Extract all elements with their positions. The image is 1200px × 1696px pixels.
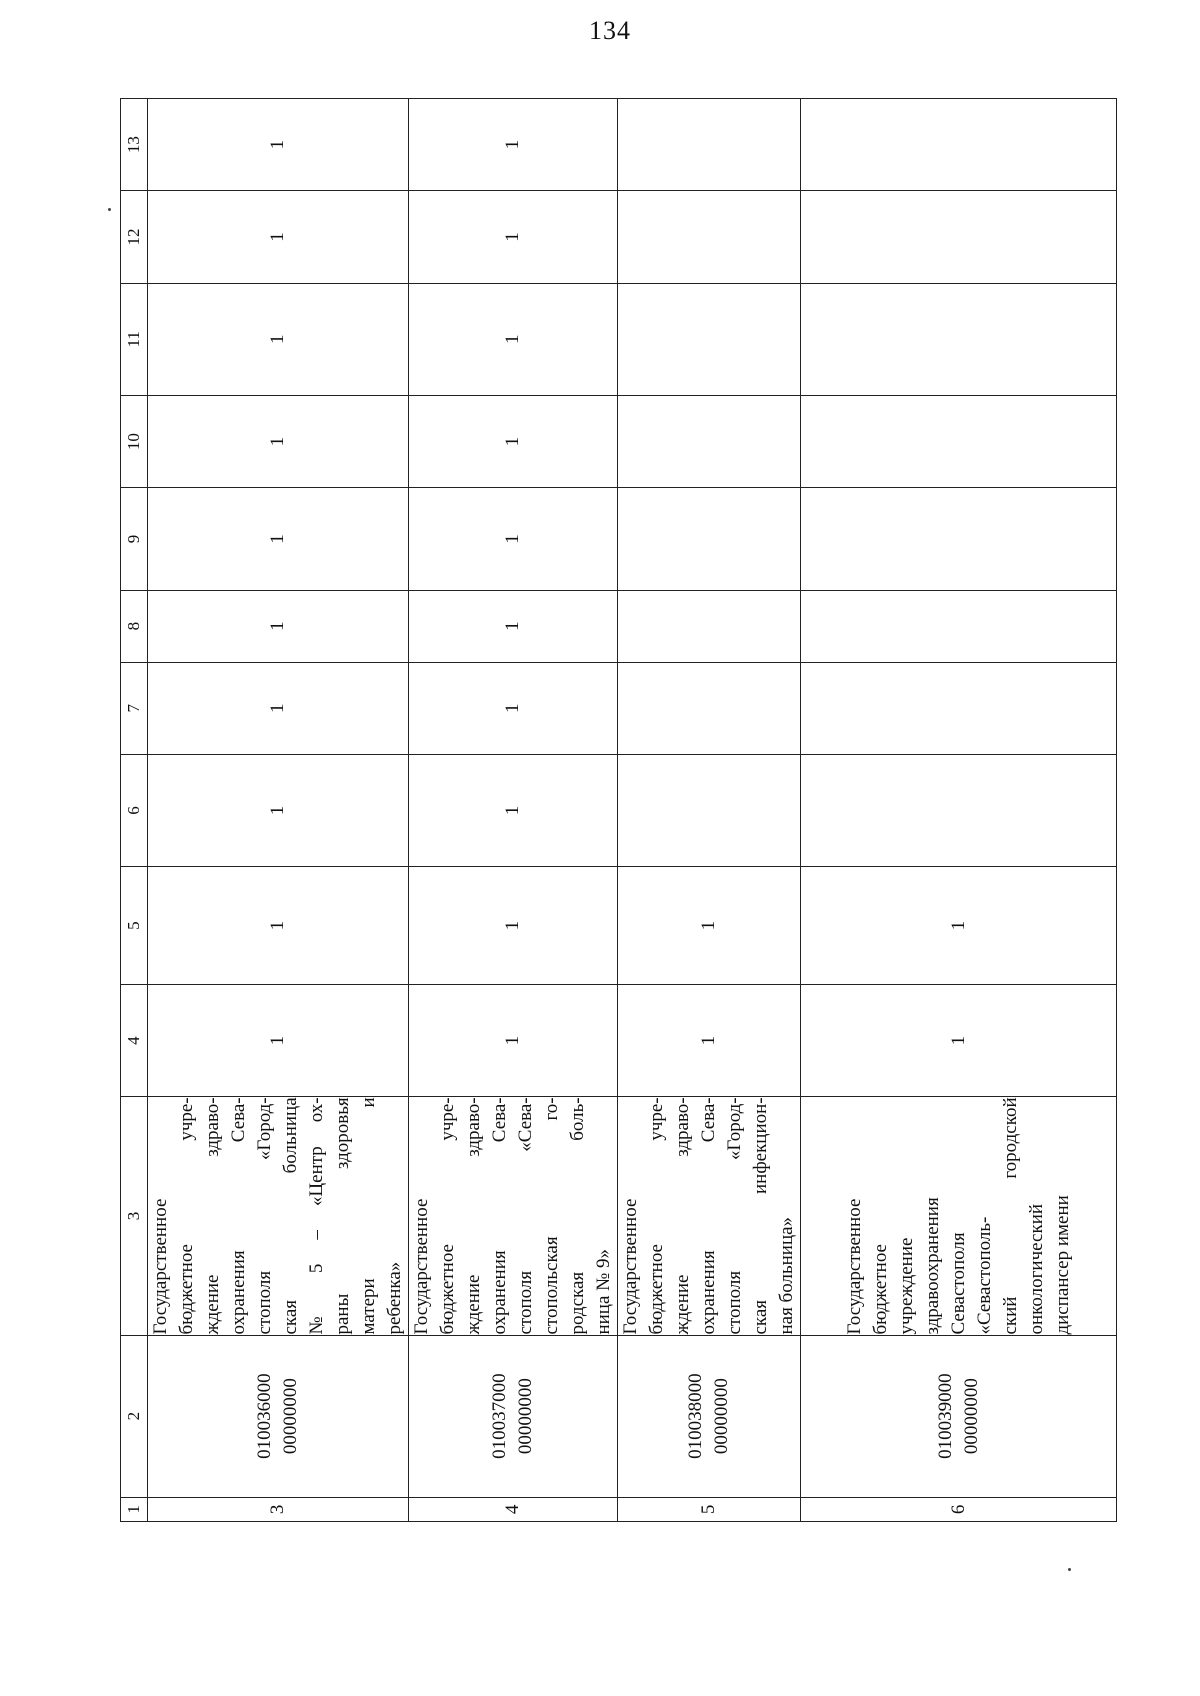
value-cell-col-9: 1 (409, 488, 618, 590)
table-row (801, 99, 1117, 1522)
value-cell-col-6: 1 (409, 754, 618, 867)
value-cell-col-10: 1 (148, 396, 409, 488)
value-cell-col-8: 1 (148, 590, 409, 662)
institution-name-line: бюджетное учре- (176, 1097, 197, 1335)
row-number-cell: 3 (148, 1497, 409, 1521)
value-cell-col-4: 1 (801, 984, 1117, 1097)
page-number: 134 (589, 16, 631, 45)
value-cell-col-8: 1 (409, 590, 618, 662)
value-cell-col-12: 1 (148, 191, 409, 283)
value-cell-col-8 (618, 590, 801, 662)
value-cell-col-6 (618, 754, 801, 867)
institution-name-line: ница № 9» (593, 1248, 614, 1335)
value-cell-col-5: 1 (148, 867, 409, 985)
column-header-9: 9 (121, 488, 148, 590)
value-cell-col-13: 1 (409, 99, 618, 191)
data-table (120, 98, 1117, 1522)
institution-name-line: стопольская го- (541, 1097, 562, 1335)
header-row (121, 99, 148, 1522)
column-header-4: 4 (121, 984, 148, 1097)
institution-name-line: № 5 – «Центр ох- (306, 1097, 327, 1335)
institution-name-line: раны здоровья (332, 1097, 353, 1335)
table-row (409, 99, 618, 1522)
value-cell-col-10 (618, 396, 801, 488)
institution-name-line: Государственное (411, 1198, 432, 1335)
column-header-13: 13 (121, 99, 148, 191)
institution-name-line: ждение здраво- (463, 1097, 484, 1335)
institution-name-line: ждение здраво- (672, 1097, 693, 1335)
value-cell-col-12 (801, 191, 1117, 283)
institution-name-line: учреждение (895, 1237, 917, 1335)
column-header-11: 11 (121, 283, 148, 396)
institution-name-line: охранения Сева- (489, 1097, 510, 1335)
institution-name-line: Государственное (843, 1198, 865, 1335)
value-cell-col-13: 1 (148, 99, 409, 191)
institution-name-line: бюджетное (869, 1244, 891, 1335)
rotated-table-container (120, 98, 1092, 1522)
row-number-cell: 6 (801, 1497, 1117, 1521)
code-line: 00000000 (711, 1378, 732, 1455)
institution-name-line: онкологический (1025, 1203, 1047, 1335)
value-cell-col-11: 1 (409, 283, 618, 396)
institution-name-line: бюджетное учре- (437, 1097, 458, 1335)
value-cell-col-7: 1 (148, 662, 409, 754)
value-cell-col-5: 1 (618, 867, 801, 985)
column-header-1: 1 (121, 1497, 148, 1521)
value-cell-col-12 (618, 191, 801, 283)
column-header-12: 12 (121, 191, 148, 283)
code-line: 00000000 (960, 1378, 982, 1455)
value-cell-col-11: 1 (148, 283, 409, 396)
column-header-5: 5 (121, 867, 148, 985)
row-number-cell: 4 (409, 1497, 618, 1521)
code-line: 010037000 (489, 1373, 510, 1459)
institution-name-line: диспансер имени (1051, 1195, 1073, 1335)
institution-name-line: ребенка» (384, 1261, 405, 1335)
scan-speck (1068, 1568, 1071, 1571)
institution-name-line: Государственное (620, 1198, 641, 1335)
column-header-10: 10 (121, 396, 148, 488)
institution-name-line: охранения Сева- (698, 1097, 719, 1335)
code-cell (618, 1335, 801, 1497)
value-cell-col-12: 1 (409, 191, 618, 283)
value-cell-col-13 (618, 99, 801, 191)
column-header-2: 2 (121, 1335, 148, 1497)
value-cell-col-9 (618, 488, 801, 590)
value-cell-col-7 (618, 662, 801, 754)
institution-name-line: стополя «Город- (724, 1097, 745, 1335)
value-cell-col-6 (801, 754, 1117, 867)
institution-name-line: бюджетное учре- (646, 1097, 667, 1335)
scan-speck (108, 208, 111, 211)
value-cell-col-10: 1 (409, 396, 618, 488)
table-row (618, 99, 801, 1522)
institution-name-cell (409, 1097, 618, 1335)
institution-name-line: стополя «Сева- (515, 1097, 536, 1335)
institution-name-cell (618, 1097, 801, 1335)
institution-name-line: матери и (358, 1097, 379, 1335)
value-cell-col-11 (801, 283, 1117, 396)
column-header-6: 6 (121, 754, 148, 867)
value-cell-col-4: 1 (148, 984, 409, 1097)
institution-name-line: ская инфекцион- (750, 1097, 771, 1335)
institution-name-line: ский городской (999, 1097, 1021, 1335)
institution-name-line: стополя «Город- (254, 1097, 275, 1335)
table-row (148, 99, 409, 1522)
code-line: 00000000 (280, 1378, 301, 1455)
value-cell-col-7: 1 (409, 662, 618, 754)
value-cell-col-13 (801, 99, 1117, 191)
institution-name-line: ждение здраво- (202, 1097, 223, 1335)
institution-name-line: Государственное (150, 1198, 171, 1335)
code-line: 00000000 (515, 1378, 536, 1455)
institution-name-line: «Севастополь- (973, 1216, 995, 1335)
value-cell-col-8 (801, 590, 1117, 662)
value-cell-col-11 (618, 283, 801, 396)
code-cell (148, 1335, 409, 1497)
institution-name-line: ская больница (280, 1097, 301, 1335)
institution-name-line: охранения Сева- (228, 1097, 249, 1335)
code-line: 010038000 (685, 1373, 706, 1459)
code-line: 010039000 (934, 1373, 956, 1459)
column-header-8: 8 (121, 590, 148, 662)
value-cell-col-9 (801, 488, 1117, 590)
column-header-7: 7 (121, 662, 148, 754)
value-cell-col-4: 1 (409, 984, 618, 1097)
value-cell-col-5: 1 (409, 867, 618, 985)
institution-name-line: здравоохранения (921, 1197, 943, 1335)
value-cell-col-9: 1 (148, 488, 409, 590)
value-cell-col-5: 1 (801, 867, 1117, 985)
institution-name-line: родская боль- (567, 1097, 588, 1335)
value-cell-col-6: 1 (148, 754, 409, 867)
institution-name-cell (148, 1097, 409, 1335)
value-cell-col-7 (801, 662, 1117, 754)
value-cell-col-10 (801, 396, 1117, 488)
code-cell (801, 1335, 1117, 1497)
code-cell (409, 1335, 618, 1497)
institution-name-cell (801, 1097, 1117, 1335)
institution-name-line: ная больница» (776, 1216, 797, 1335)
value-cell-col-4: 1 (618, 984, 801, 1097)
row-number-cell: 5 (618, 1497, 801, 1521)
code-line: 010036000 (254, 1373, 275, 1459)
institution-name-line: Севастополя (947, 1232, 969, 1335)
column-header-3: 3 (121, 1097, 148, 1335)
